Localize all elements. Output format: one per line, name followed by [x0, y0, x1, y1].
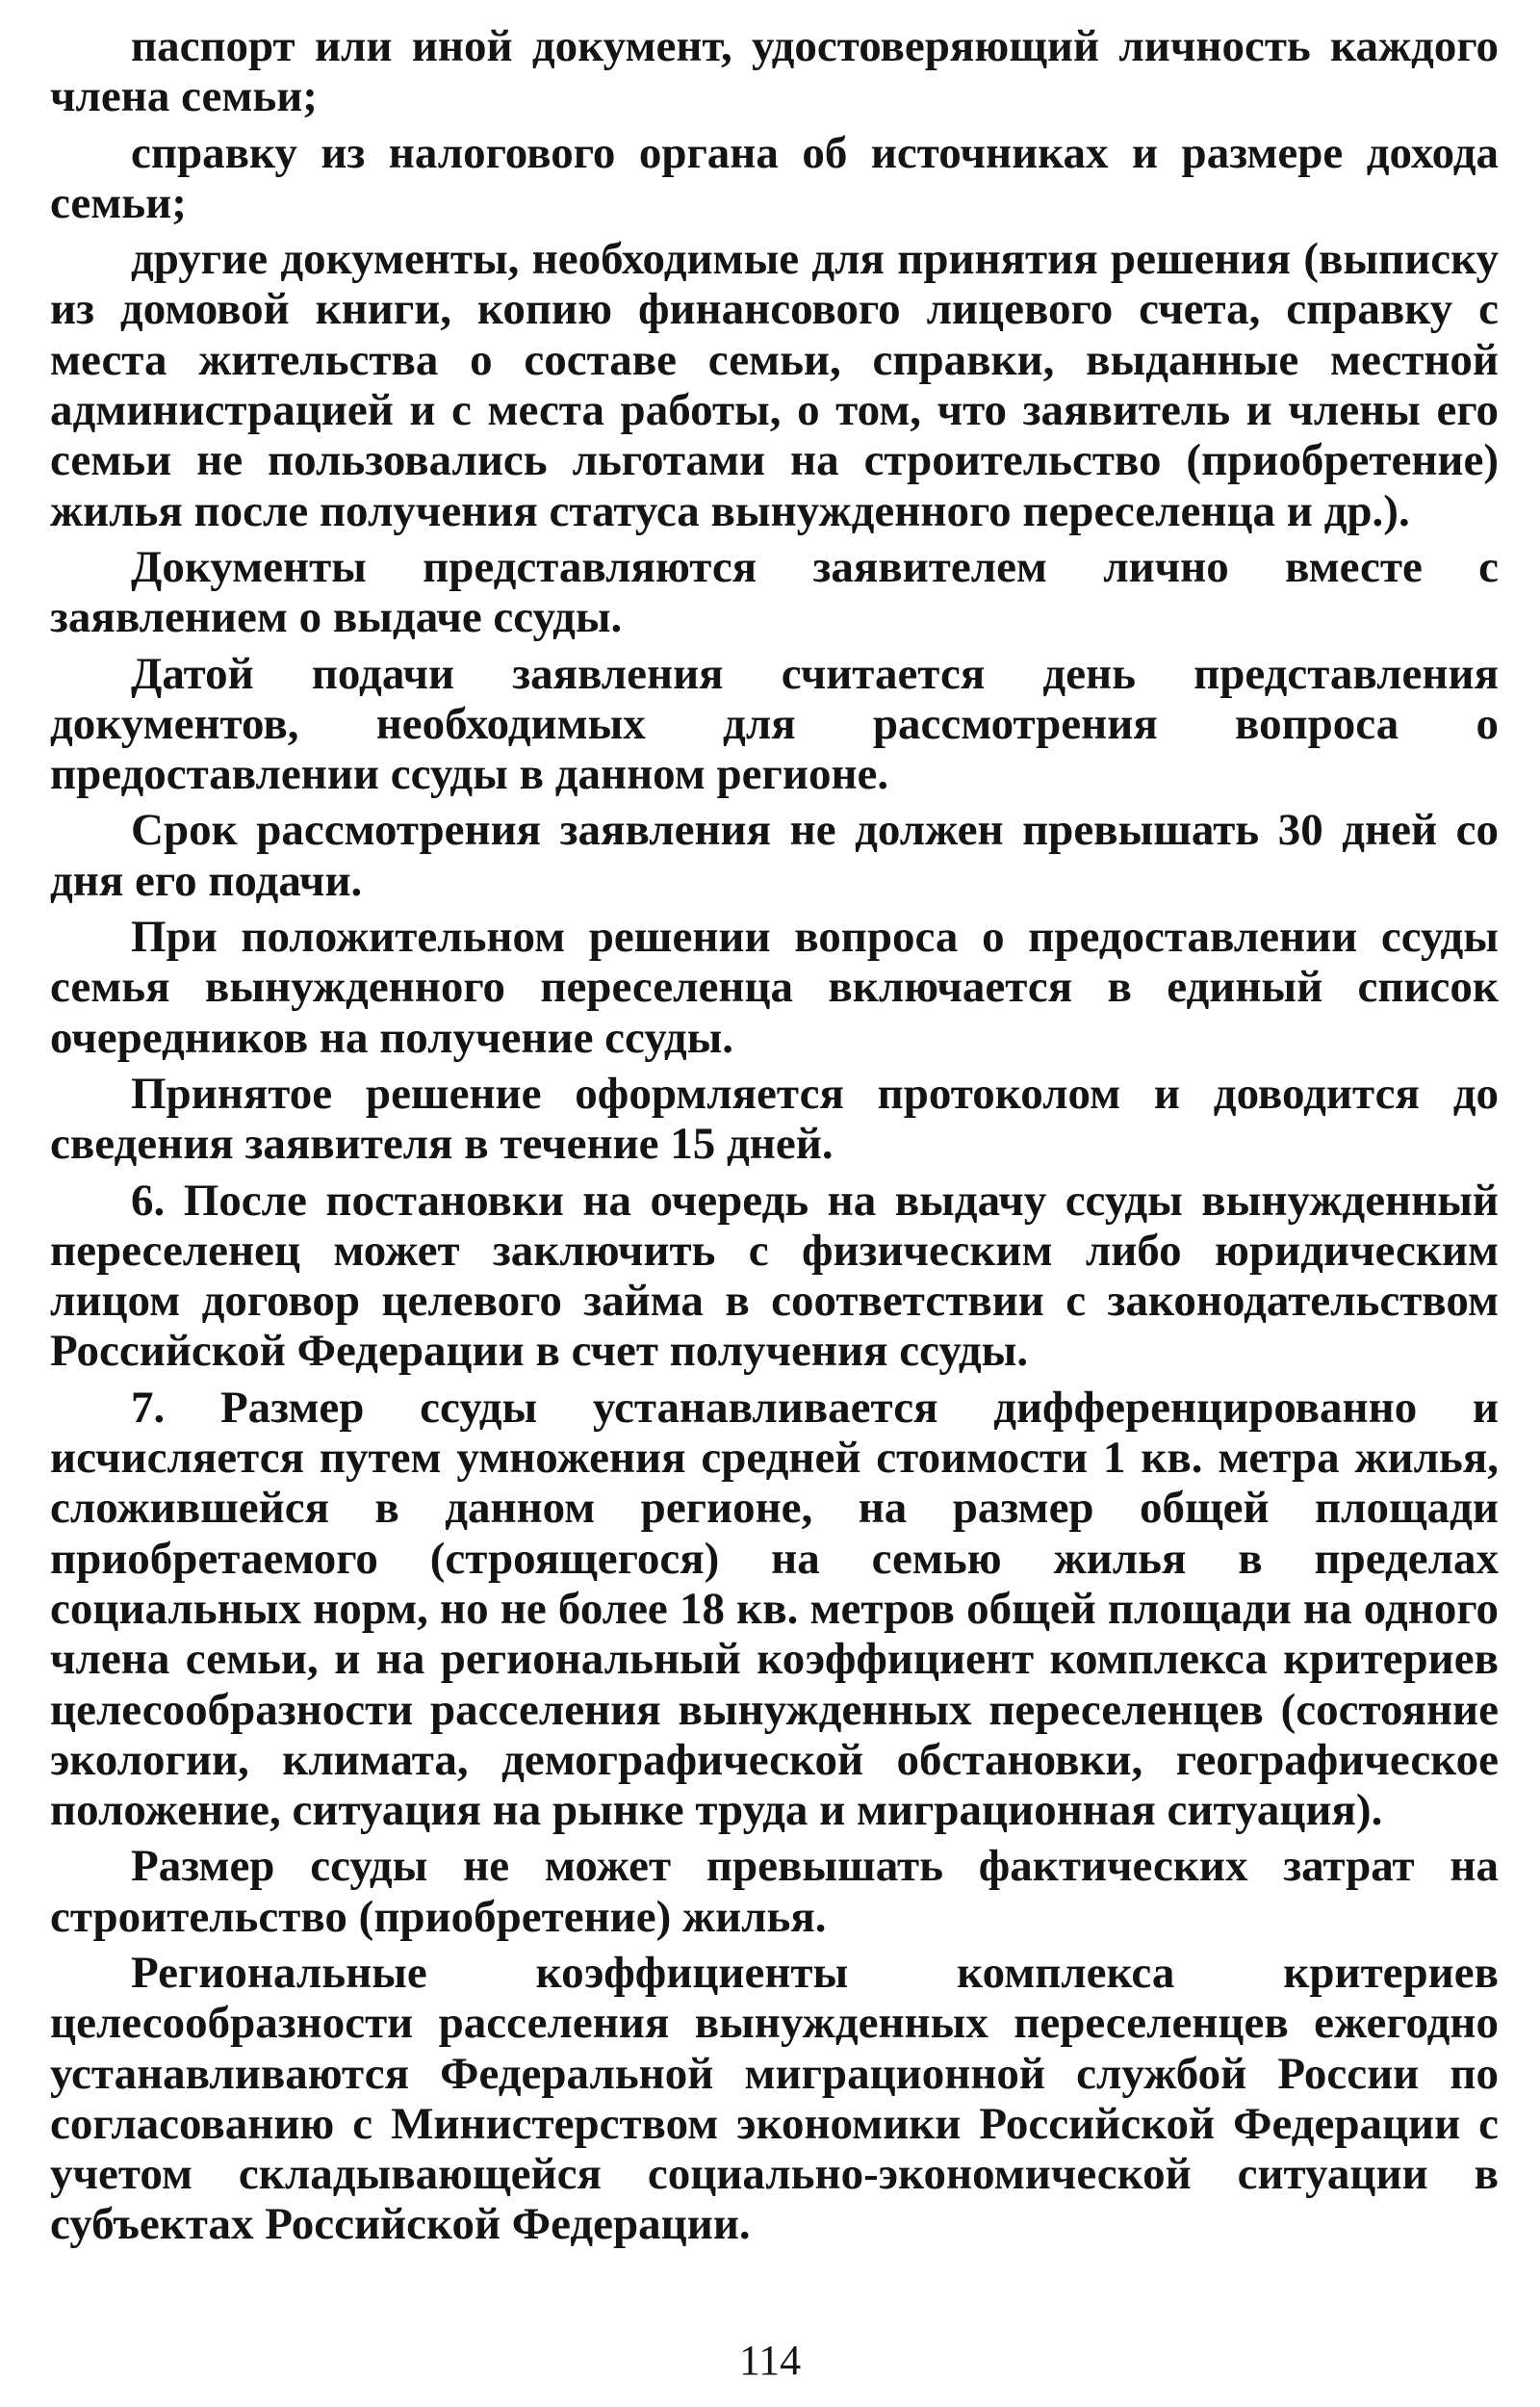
paragraph: справку из налогового органа об источниках и размере дохода семьи;: [50, 127, 1499, 228]
paragraph: паспорт или иной документ, удостоверяющий личность каждого члена семьи;: [50, 21, 1499, 122]
paragraph: Срок рассмотрения заявления не должен превышать 30 дней со дня его подачи.: [50, 805, 1499, 906]
paragraph: Документы представляются заявителем лично вместе с заявлением о выдаче ссуды.: [50, 541, 1499, 643]
paragraph: Региональные коэффициенты комплекса критериев целесообразности расселения вынужденных переселенцев ежегодно устанавливаются Федеральной миграционной службой России по согласованию с Министерством экономики Российской Федерации с учетом складывающейся социально-экономической ситуации в субъектах Российской Федерации.: [50, 1947, 1499, 2250]
paragraph-item-6: 6. После постановки на очередь на выдачу ссуды вынужденный переселенец может заключить с физическим либо юридическим лицом договор целевого займа в соответствии с законодательством Российской Федерации в счет получения ссуды.: [50, 1175, 1499, 1377]
page-number: 114: [738, 2337, 802, 2384]
paragraph: другие документы, необходимые для принятия решения (выписку из домовой книги, копию финансового лицевого счета, справку с места жительства о составе семьи, справки, выданные местной администрацией и с места работы, о том, что заявитель и члены его семьи не пользовались льготами на строительство (приобретение) жилья после получения статуса вынужденного переселенца и др.).: [50, 234, 1499, 536]
paragraph-item-7: 7. Размер ссуды устанавливается дифференцированно и исчисляется путем умножения средней стоимости 1 кв. метра жилья, сложившейся в данном регионе, на размер общей площади приобретаемого (строящегося) на семью жилья в пределах социальных норм, но не более 18 кв. метров общей площади на одного члена семьи, и на региональный коэффициент комплекса критериев целесообразности расселения вынужденных переселенцев (состояние экологии, климата, демографической обстановки, географическое положение, ситуация на рынке труда и миграционная ситуация).: [50, 1382, 1499, 1836]
paragraph: Размер ссуды не может превышать фактических затрат на строительство (приобретение) жилья.: [50, 1841, 1499, 1942]
paragraph: Принятое решение оформляется протоколом и доводится до сведения заявителя в течение 15 дней.: [50, 1068, 1499, 1170]
paragraph: При положительном решении вопроса о предоставлении ссуды семья вынужденного переселенца включается в единый список очередников на получение ссуды.: [50, 912, 1499, 1063]
paragraph: Датой подачи заявления считается день представления документов, необходимых для рассмотрения вопроса о предоставлении ссуды в данном регионе.: [50, 648, 1499, 800]
document-body: [50, 21, 1499, 2256]
